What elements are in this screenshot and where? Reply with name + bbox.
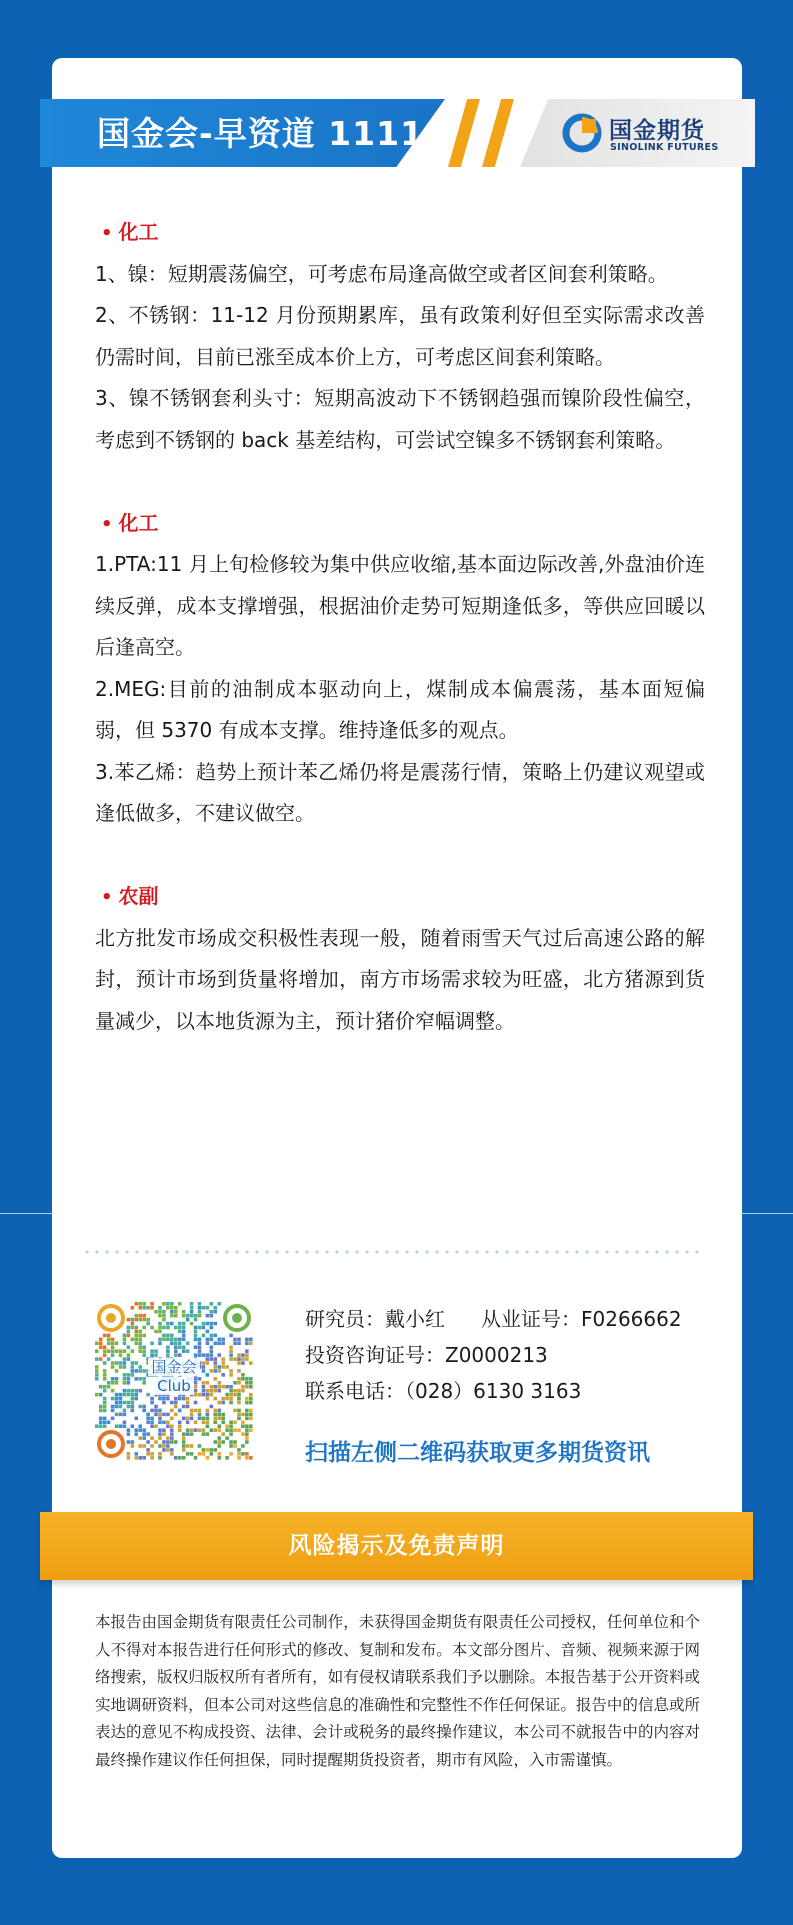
report-content [95,212,705,1042]
consult-license: 投资咨询证号：Z0000213 [305,1343,548,1367]
researcher-name: 研究员：戴小红 [305,1307,445,1331]
section-agri [95,876,705,1042]
contact-phone: 联系电话：（028）6130 3163 [305,1379,582,1403]
sinolink-logo-icon [562,113,602,153]
scan-hint: 扫描左侧二维码获取更多期货资讯 [305,1440,650,1466]
license-number: 从业证号：F0266662 [481,1307,682,1331]
section-chemical-metals [95,212,705,461]
dotted-divider [82,1250,702,1254]
logo-text-cn: 国金期货 [609,118,705,144]
section-paragraph: 3、镍不锈钢套利头寸：短期高波动下不锈钢趋强而镍阶段性偏空，考虑到不锈钢的 back 基差结构，可尝试空镍多不锈钢套利策略。 [95,386,705,452]
bullet-icon: • [101,513,113,535]
logo-text-en: SINOLINK FUTURES [610,142,719,153]
section-heading: • 化工 [101,220,159,244]
section-paragraph: 1.PTA:11 月上旬检修较为集中供应收缩,基本面边际改善,外盘油价连续反弹，成本支撑增强，根据油价走势可短期逢低多，等供应回暖以后逢高空。 [95,552,705,659]
section-paragraph: 2.MEG:目前的油制成本驱动向上，煤制成本偏震荡，基本面短偏弱，但 5370 有成本支撑。维持逢低多的观点。 [95,676,705,742]
bullet-icon: • [101,223,113,244]
section-heading: • 农副 [101,884,159,908]
qr-code-label: 国金会 Club [95,1358,253,1396]
section-paragraph: 北方批发市场成交积极性表现一般，随着雨雪天气过后高速公路的解封，预计市场到货量将增加，南方市场需求较为旺盛，北方猪源到货量减少，以本地货源为主，预计猪价窄幅调整。 [95,925,705,1033]
report-title: 国金会-早资道 1111 [97,114,425,153]
risk-disclosure-banner: 风险揭示及免责声明 [40,1512,753,1580]
researcher-line [305,1302,682,1336]
section-heading: • 化工 [101,510,159,535]
section-paragraph: 2、不锈钢：11-12 月份预期累库，虽有政策利好但至实际需求改善仍需时间，目前已涨至成本价上方，可考虑区间套利策略。 [95,303,705,369]
disclaimer-text: 本报告由国金期货有限责任公司制作，未获得国金期货有限责任公司授权，任何单位和个人不得对本报告进行任何形式的修改、复制和发布。本文部分图片、音频、视频来源于网络搜索，版权归版权所有者所有，如有侵权请联系我们予以删除。本报告基于公开资料或实地调研资料，但本公司对这些信息的准确性和完整性不作任何保证。报告中的信息或所表达的意见不构成投资、法律、会计或税务的最终操作建议，本公司不就报告中的内容对最终操作建议作任何担保，同时提醒期货投资者，期市有风险，入市需谨慎。 [95,1613,700,1769]
section-paragraph: 3.苯乙烯：趋势上预计苯乙烯仍将是震荡行情，策略上仍建议观望或逢低做多，不建议做空。 [95,759,705,825]
section-paragraph: 1、镍：短期震荡偏空，可考虑布局逢高做空或者区间套利策略。 [95,261,668,286]
bullet-icon: • [101,887,113,908]
section-chemical [95,503,705,835]
